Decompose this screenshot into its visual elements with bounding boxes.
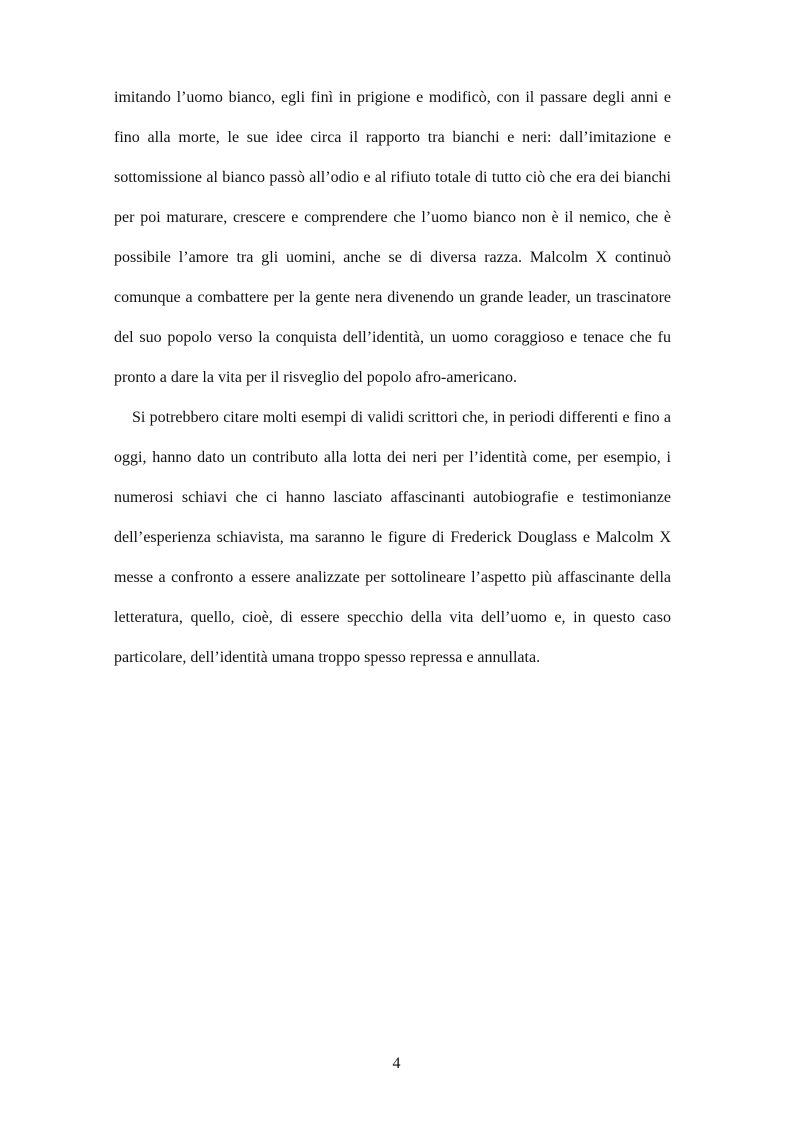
paragraph-continuation: imitando l’uomo bianco, egli finì in prigione e modificò, con il passare degli anni e fino alla morte, le sue idee circa il rapporto tra bianchi e neri: dall’imitazione e sottomissione al bianco passò all’odio e al rifiuto totale di tutto ciò che era dei bianchi per poi maturare, crescere e comprendere che l’uomo bianco non è il nemico, che è possibile l’amore tra gli uomini, anche se di diversa razza. Malcolm X continuò comunque a combattere per la gente nera divenendo un grande leader, un trascinatore del suo popolo verso la conquista dell’identità, un uomo coraggioso e tenace che fu pronto a dare la vita per il risveglio del popolo afro-americano.: [114, 89, 671, 386]
body-text: [114, 78, 671, 678]
paragraph-writers: Si potrebbero citare molti esempi di validi scrittori che, in periodi differenti e fino a oggi, hanno dato un contributo alla lotta dei neri per l’identità come, per esempio, i numerosi schiavi che ci hanno lasciato affascinanti autobiografie e testimonianze dell’esperienza schiavista, ma saranno le figure di Frederick Douglass e Malcolm X messe a confronto a essere analizzate per sottolineare l’aspetto più affascinante della letteratura, quello, cioè, di essere specchio della vita dell’uomo e, in questo caso particolare, dell’identità umana troppo spesso repressa e annullata.: [114, 409, 671, 666]
page-number: 4: [392, 1055, 401, 1072]
